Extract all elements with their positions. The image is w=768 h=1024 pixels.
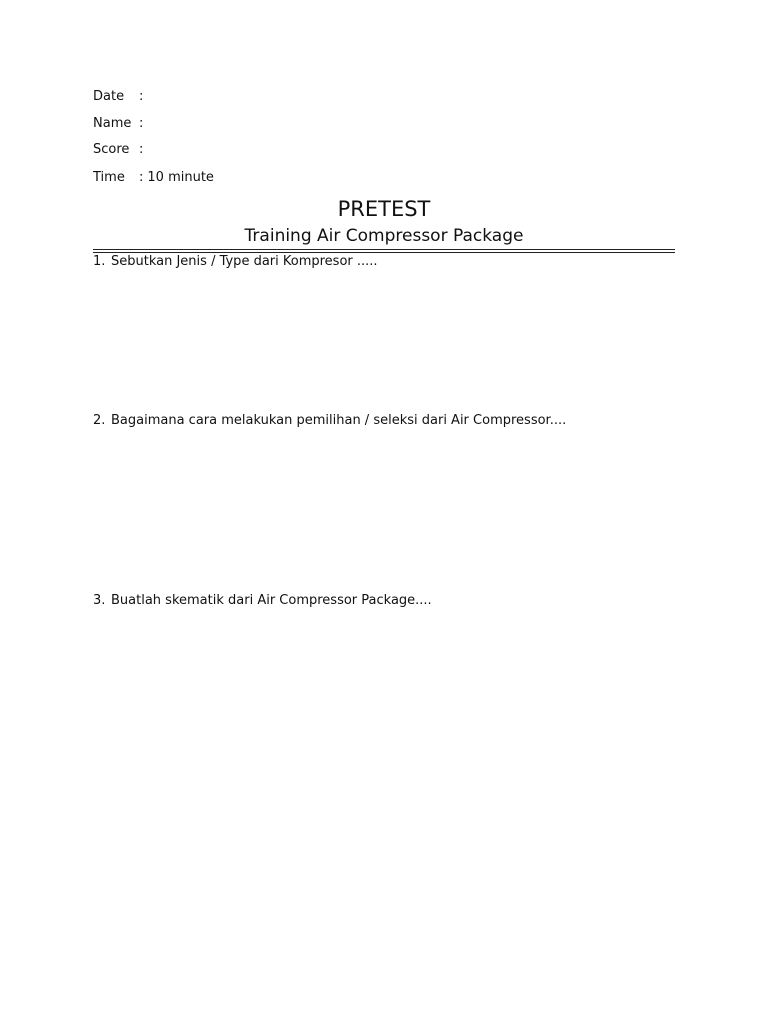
question-3-text: Buatlah skematik dari Air Compressor Package.... bbox=[111, 593, 432, 608]
title-divider-bottom bbox=[93, 252, 675, 253]
title-divider-top bbox=[93, 249, 675, 250]
question-1 bbox=[93, 254, 378, 270]
time-label: Time bbox=[93, 170, 125, 185]
question-1-number: 1. bbox=[93, 254, 106, 269]
name-field bbox=[93, 116, 147, 132]
question-3 bbox=[93, 593, 432, 609]
date-label: Date bbox=[93, 89, 125, 104]
time-value: 10 minute bbox=[147, 170, 214, 185]
document-title: PRETEST bbox=[337, 197, 431, 221]
question-2 bbox=[93, 413, 566, 429]
question-1-text: Sebutkan Jenis / Type dari Kompresor ..... bbox=[111, 254, 378, 269]
question-2-number: 2. bbox=[93, 413, 106, 428]
document-subtitle: Training Air Compressor Package bbox=[244, 226, 524, 246]
score-label: Score bbox=[93, 142, 130, 157]
date-field bbox=[93, 89, 147, 105]
score-field bbox=[93, 142, 147, 158]
name-label: Name bbox=[93, 116, 132, 131]
score-separator: : bbox=[139, 142, 144, 157]
question-3-number: 3. bbox=[93, 593, 106, 608]
time-separator: : bbox=[139, 170, 144, 185]
time-field bbox=[93, 170, 214, 186]
name-separator: : bbox=[139, 116, 144, 131]
question-2-text: Bagaimana cara melakukan pemilihan / seleksi dari Air Compressor.... bbox=[111, 413, 567, 428]
date-separator: : bbox=[139, 89, 144, 104]
